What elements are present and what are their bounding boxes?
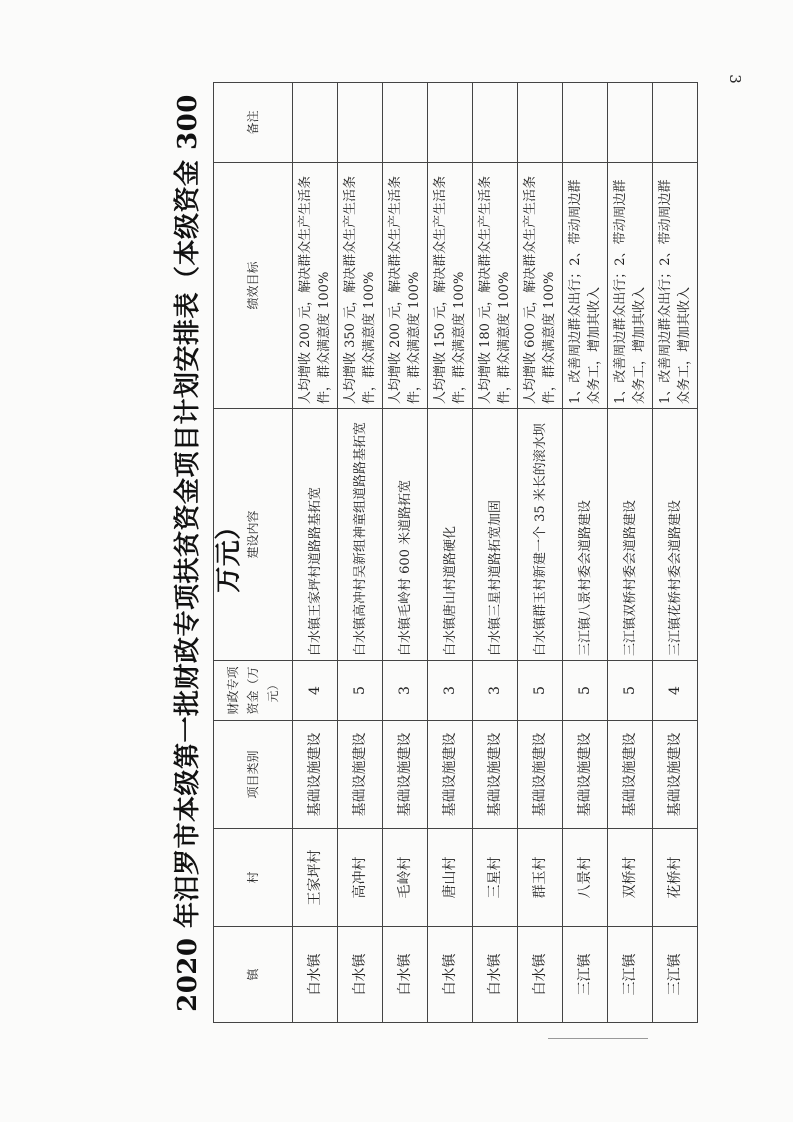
document-title: 2020 年汨罗市本级第一批财政专项扶贫资金项目计划安排表（本级资金 300 万元） xyxy=(173,94,244,1012)
cell-goal: 1、改善周边群众出行；2、带动周边群众务工，增加其收入 xyxy=(653,163,698,409)
table-row xyxy=(608,83,653,1023)
cell-category: 基础设施建设 xyxy=(563,721,608,829)
cell-town: 三江镇 xyxy=(653,927,698,1023)
header-funds: 财政专项资金（万元） xyxy=(214,661,293,721)
cell-village: 高冲村 xyxy=(338,829,383,927)
cell-category: 基础设施建设 xyxy=(518,721,563,829)
cell-town: 三江镇 xyxy=(608,927,653,1023)
table-row xyxy=(518,83,563,1023)
cell-remarks xyxy=(428,83,473,163)
header-category: 项目类别 xyxy=(214,721,293,829)
cell-funds: 5 xyxy=(518,661,563,721)
cell-category: 基础设施建设 xyxy=(653,721,698,829)
cell-village: 双桥村 xyxy=(608,829,653,927)
cell-funds: 4 xyxy=(653,661,698,721)
header-content: 建设内容 xyxy=(214,409,293,661)
cell-town: 白水镇 xyxy=(338,927,383,1023)
cell-funds: 3 xyxy=(428,661,473,721)
cell-remarks xyxy=(473,83,518,163)
table-row xyxy=(563,83,608,1023)
cell-content: 白水镇王家坪村道路路基拓宽 xyxy=(293,409,338,661)
cell-category: 基础设施建设 xyxy=(428,721,473,829)
cell-remarks xyxy=(608,83,653,163)
cell-goal: 人均增收 350 元，解决群众生产生活条件，群众满意度 100% xyxy=(338,163,383,409)
cell-goal: 人均增收 200 元，解决群众生产生活条件，群众满意度 100% xyxy=(383,163,428,409)
cell-funds: 3 xyxy=(473,661,518,721)
cell-goal: 人均增收 150 元，解决群众生产生活条件，群众满意度 100% xyxy=(428,163,473,409)
cell-goal: 1、改善周边群众出行；2、带动周边群众务工，增加其收入 xyxy=(608,163,653,409)
cell-goal: 人均增收 180 元，解决群众生产生活条件，群众满意度 100% xyxy=(473,163,518,409)
page-number: 3 xyxy=(725,74,744,84)
cell-goal: 人均增收 200 元，解决群众生产生活条件，群众满意度 100% xyxy=(293,163,338,409)
cell-category: 基础设施建设 xyxy=(338,721,383,829)
cell-village: 唐山村 xyxy=(428,829,473,927)
cell-content: 白水镇高冲村吴新组神童组道路路基拓宽 xyxy=(338,409,383,661)
cell-town: 白水镇 xyxy=(293,927,338,1023)
table-row xyxy=(473,83,518,1023)
cell-funds: 5 xyxy=(338,661,383,721)
cell-village: 三星村 xyxy=(473,829,518,927)
cell-remarks xyxy=(653,83,698,163)
cell-village: 八景村 xyxy=(563,829,608,927)
cell-goal: 1、改善周边群众出行；2、带动周边群众务工，增加其收入 xyxy=(563,163,608,409)
cell-remarks xyxy=(383,83,428,163)
table-row xyxy=(653,83,698,1023)
cell-content: 白水镇群玉村新建一个 35 米长的滚水坝 xyxy=(518,409,563,661)
table-row xyxy=(383,83,428,1023)
cell-remarks xyxy=(293,83,338,163)
cell-village: 王家坪村 xyxy=(293,829,338,927)
cell-town: 白水镇 xyxy=(428,927,473,1023)
table-row xyxy=(428,83,473,1023)
cell-category: 基础设施建设 xyxy=(293,721,338,829)
cell-content: 三江镇花桥村委会道路建设 xyxy=(653,409,698,661)
header-remarks: 备注 xyxy=(214,83,293,163)
cell-town: 三江镇 xyxy=(563,927,608,1023)
cell-funds: 3 xyxy=(383,661,428,721)
cell-village: 花桥村 xyxy=(653,829,698,927)
cell-remarks xyxy=(518,83,563,163)
cell-funds: 5 xyxy=(563,661,608,721)
cell-funds: 4 xyxy=(293,661,338,721)
cell-town: 白水镇 xyxy=(518,927,563,1023)
cell-category: 基础设施建设 xyxy=(608,721,653,829)
cell-remarks xyxy=(563,83,608,163)
cell-village: 毛岭村 xyxy=(383,829,428,927)
cell-content: 三江镇八景村委会道路建设 xyxy=(563,409,608,661)
cell-category: 基础设施建设 xyxy=(473,721,518,829)
blank-underline xyxy=(548,1038,648,1039)
project-table xyxy=(213,82,698,1023)
cell-village: 群玉村 xyxy=(518,829,563,927)
cell-content: 白水镇三星村道路拓宽加固 xyxy=(473,409,518,661)
cell-goal: 人均增收 600 元，解决群众生产生活条件，群众满意度 100% xyxy=(518,163,563,409)
cell-funds: 5 xyxy=(608,661,653,721)
table-row xyxy=(338,83,383,1023)
header-goal: 绩效目标 xyxy=(214,163,293,409)
cell-remarks xyxy=(338,83,383,163)
cell-content: 白水镇毛岭村 600 米道路拓宽 xyxy=(383,409,428,661)
cell-content: 白水镇唐山村道路硬化 xyxy=(428,409,473,661)
cell-content: 三江镇双桥村委会道路建设 xyxy=(608,409,653,661)
header-village: 村 xyxy=(214,829,293,927)
header-town: 镇 xyxy=(214,927,293,1023)
table-row xyxy=(293,83,338,1023)
rotated-content xyxy=(168,83,692,1023)
cell-category: 基础设施建设 xyxy=(383,721,428,829)
cell-town: 白水镇 xyxy=(383,927,428,1023)
cell-town: 白水镇 xyxy=(473,927,518,1023)
